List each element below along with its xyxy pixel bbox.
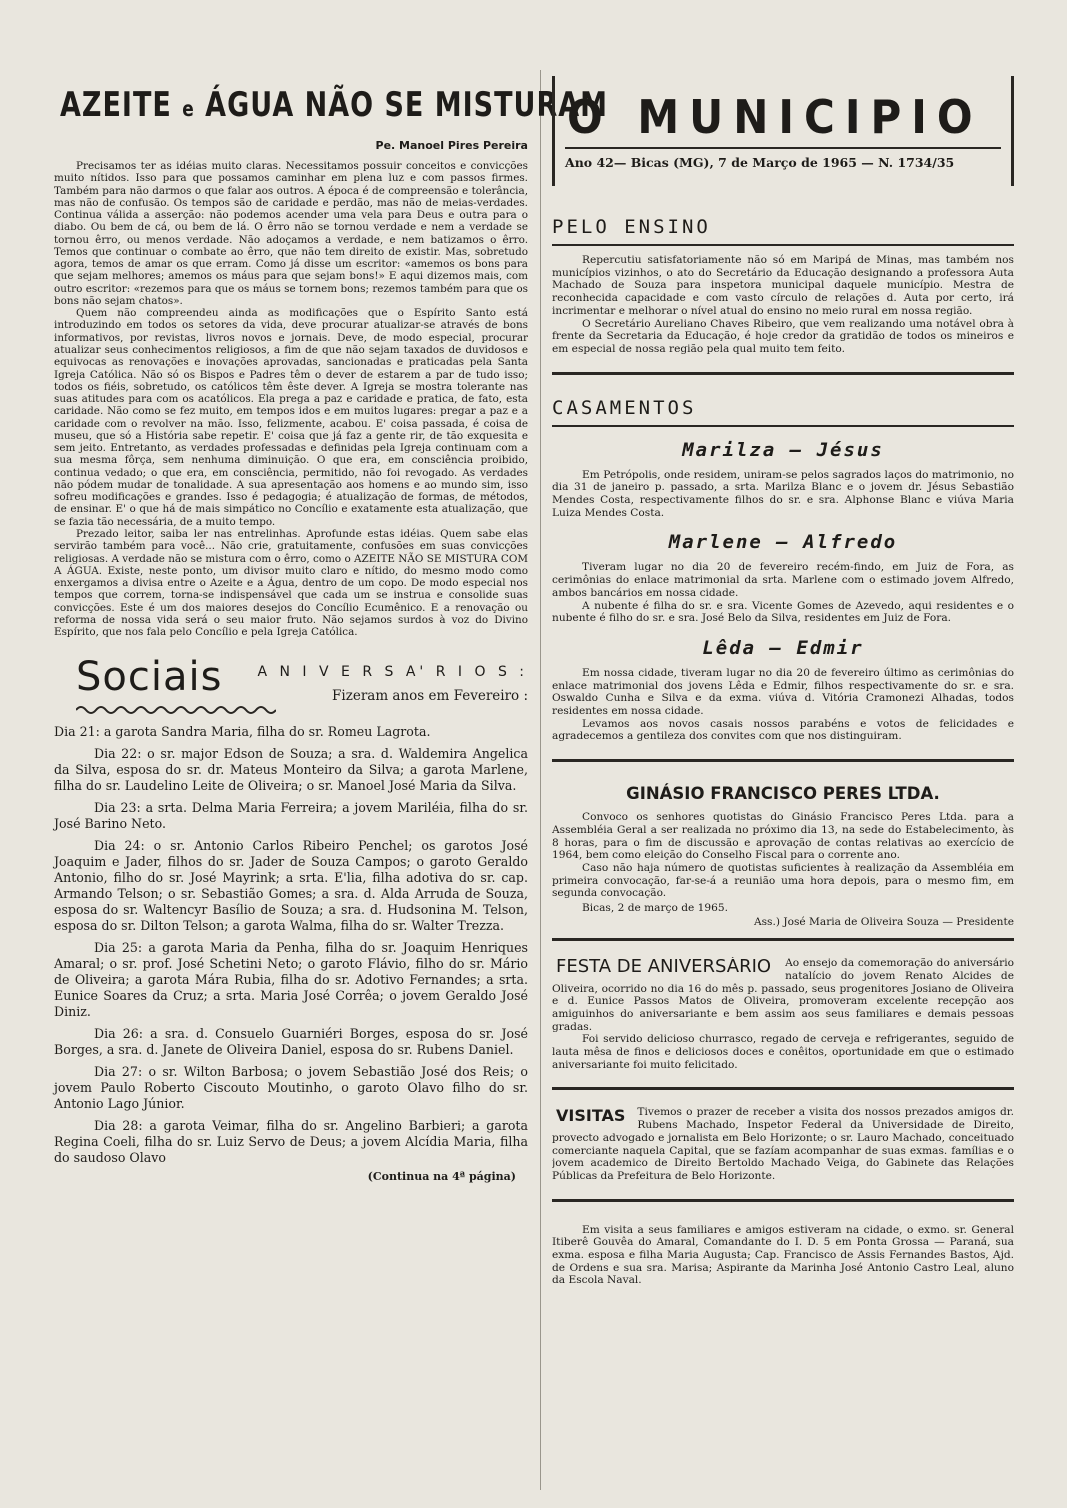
article-headline [60, 86, 609, 125]
paragraph: O Secretário Aureliano Chaves Ribeiro, que vem realizando uma notável obra à frente da Secretaria da Educação, é hoje credor da gratidão de todos os mineiros e em especial de nossa região pela qual muito tem feito. [552, 317, 1014, 355]
sociais-header [54, 654, 528, 722]
festa-block [552, 957, 1014, 1071]
pelo-ensino-body [552, 254, 1014, 356]
paragraph: Em visita a seus familiares e amigos estiveram na cidade, o exmo. sr. General Itiberê Gouvêa do Amaral, Comandante do I. D. 5 em Ponta Grossa — Paraná, sua exma. esposa e filha Maria Augusta; Cap. Francisco de Assis Fernandes Bastos, Ajd. de Ordens e sua sra. Marisa; Aspirante da Marinha José Antonio Castro Leal, aluno da Escola Naval. [552, 1223, 1014, 1287]
aniversario-entry: Dia 24: o sr. Antonio Carlos Ribeiro Penchel; os garotos José Joaquim e Jader, filhos do sr. Jader de Souza Campos; o garoto Geraldo Antonio, filho do sr. José Mayrink; a srta. E'lia, filha adotiva do sr. cap. Armando Telson; o sr. Sebastião Gomes; a sra. d. Alda Arruda de Souza, esposa do sr. Waltencyr Basílio de Souza; a sra. d. Hudsonina M. Telson, esposa do sr. Dilton Telson; a garota Walma, filha do sr. Walter Trezza. [54, 838, 528, 934]
couple-names: Lêda — Edmir [702, 636, 864, 659]
article-byline: Pe. Manoel Pires Pereira [375, 139, 528, 152]
paragraph: Em Petrópolis, onde residem, uniram-se pelos sagrados laços do matrimonio, no dia 31 de janeiro p. passado, a srta. Marilza Blanc e o jovem dr. Jésus Sebastião Mendes Costa, respectivamente filhos do sr. e sra. Alphonse Blanc e viúva Maria Luiza Mendes Costa. [552, 468, 1014, 519]
article-paragraph: Precisamos ter as idéias muito claras. Necessitamos possuir conceitos e convicções muito nítidos. Isso para que possamos caminhar em plena luz e com passos firmes. Também para não darmos o que falar aos outros. A época é de compreensão e tolerância, mas não de confusão. Os tempos são de caridade e perdão, mas não de meias-verdades. Continua válida a asserção: não podemos acender uma vela para Deus e outra para o diabo. Ou bem de cá, ou bem de lá. O êrro não se tornou verdade e nem a verdade se tornou êrro, ou menos verdade. Não adoçamos a verdade, e nem batizamos o êrro. Temos que continuar o combate ao êrro, que não tem direito de existir. Mas, sobretudo agora, temos de amar os que erram. Como já disse um escritor: «amemos os bons para que sejam melhores; amemos os máus para que sejam bons!» E aqui dizemos mais, com outro escritor: «rezemos para que os máus se tornem bons; rezemos também para que os bons não sejam chatos». [54, 160, 528, 307]
festa-title: FESTA DE ANIVERSÁRIO [556, 957, 772, 978]
festa-body [552, 957, 1014, 1071]
issue-line: Ano 42— Bicas (MG), 7 de Março de 1965 — N. 1734/35 [565, 155, 955, 170]
aniversarios-list [54, 724, 528, 1166]
masthead-rule [565, 147, 1001, 149]
right-column [552, 76, 1014, 1287]
article-body [54, 160, 528, 638]
column-divider [540, 70, 541, 1490]
aniversario-entry: Dia 21: a garota Sandra Maria, filha do sr. Romeu Lagrota. [54, 724, 431, 740]
couple-body [552, 667, 1014, 743]
couple-body [552, 469, 1014, 520]
aniversario-entry: Dia 25: a garota Maria da Penha, filha do sr. Joaquim Henriques Amaral; o sr. prof. José Schetini Neto; o garoto Flávio, filho do sr. Mário de Oliveira; a garota Mára Rubia, filha do sr. Adotivo Fernandes; a srta. Eunice Soares da Cruz; a srta. Maria José Corrêa; o jovem Geraldo José Diniz. [54, 940, 528, 1020]
visitas-block [552, 1106, 1014, 1182]
paragraph: Convoco os senhores quotistas do Ginásio Francisco Peres Ltda. para a Assembléia Geral a ser realizada no próximo dia 13, na sede do Estabelecimento, às 8 horas, para o fim de discussão e aprovação de contas relativas ao exercício de 1964, bem como eleição do Conselho Fiscal para o corrente ano. [552, 811, 1014, 862]
article-paragraph: Quem não compreendeu ainda as modificações que o Espírito Santo está introduzindo em todos os setores da vida, deve procurar atualizar-se através de bons informativos, por revistas, livros novos e jornais. Deve, de modo especial, procurar atualizar seus conhecimentos religiosos, a fim de que não sejam taxados de duvidosos e equivocas as renovações e inovações aprovadas, sancionadas e praticadas pela Santa Igreja Católica. Não só os Bispos e Padres têm o dever de estarem a par de tudo isso; todos os fiéis, sobretudo, os católicos têm êste dever. A Igreja se mostra tolerante nas suas atitudes para com os acatólicos. Ela prega a paz e caridade e pratica, de fato, esta caridade. Não como se fez muito, em tempos idos e em muitos lugares: pregar a paz e a caridade com o revolver na mão. Isso, felizmente, acabou. E' coisa passada, é coisa de museu, que só a História sabe repetir. E' coisa que já faz a gente rir, de tão exquesita e sem jeito. Entretanto, as verdades professadas e definidas pela Igreja continuam com a sua mesma fôrça, sem nenhuma diminuição. O que era, em consciência proibido, continua vedado; o que era, em consciência, permitido, não foi revogado. As verdades não pódem mudar de tonalidade. A sua apresentação aos homens e ao mundo sim, isso sofreu modificações e grandes. Isso é pedagogia; é atualização de formas, de métodos, de ensinar. E' o que há de mais simpático no Concílio e exatamente esta atualização, que se fazia tão necessária, de a muito tempo. [54, 307, 528, 528]
paragraph: Repercutiu satisfatoriamente não só em Maripá de Minas, mas também nos municípios vizinhos, o ato do Secretário da Educação designando a professora Auta Machado de Souza para inspetora municipal daquele município. Mestra de reconhecida capacidade e com vasto círculo de relações d. Auta por certo, irá incrimentar e melhorar o nível atual do ensino no meio rural em nossa região. [552, 254, 1014, 317]
pelo-ensino-title: PELO ENSINO [552, 216, 711, 238]
visitas-title: VISITAS [556, 1106, 626, 1126]
section-rule [552, 1087, 1014, 1090]
sociais-title: Sociais [76, 654, 223, 701]
section-rule [552, 244, 1014, 246]
article-paragraph: Prezado leitor, saiba ler nas entrelinhas. Aprofunde estas idéias. Quem sabe elas servirão também para você... Não crie, gratuitamente, confusões em suas convicções religiosas. A verdade não se mistura com o êrro, como o AZEITE NÃO SE MISTURA COM A ÁGUA. Existe, neste ponto, um divisor muito claro e nítido, do mesmo modo como enxergamos a divisa entre o Azeite e a Água, dentro de um copo. De modo especial nos tempos que correm, torna-se indispensável que cada um se instrua e consolide suas convicções. Este é um dos maiores desejos do Concílio Ecumênico. E a renovação ou reforma de nossa vida será o seu maior fruto. Não sejamos surdos à voz do Divino Espírito, que nos fala pelo Concílio e pela Igreja Católica. [54, 527, 528, 639]
paragraph: Caso não haja número de quotistas suficientes à realização da Assembléia em primeira convocação, far-se-á a reunião uma hora depois, para o mesmo fim, em segunda convocação. [552, 861, 1014, 900]
section-rule [552, 425, 1014, 427]
paragraph: Foi servido delicioso churrasco, regado de cerveja e refrigerantes, seguido de lauta mêsa de finos e deliciosos doces e conêitos, oportunidade em que o estimado aniversariante foi muito felicitado. [552, 1033, 1014, 1071]
wave-ornament-icon [76, 704, 276, 716]
continued-note: (Continua na 4ª página) [367, 1169, 516, 1183]
paragraph: A nubente é filha do sr. e sra. Vicente Gomes de Azevedo, aqui residentes e o nubente é filho do sr. e sra. José Belo da Silva, residentes em Juiz de Fora. [552, 599, 1014, 625]
ginasio-signature: Ass.) José Maria de Oliveira Souza — Presidente [753, 916, 1014, 929]
couple-body [552, 561, 1014, 625]
aniversario-entry: Dia 22: o sr. major Edson de Souza; a sra. d. Waldemira Angelica da Silva, esposa do sr. dr. Mateus Monteiro da Silva; a garota Marlene, filha do sr. Laudelino Leite de Oliveira; o sr. Manoel José Maria da Silva. [54, 746, 528, 794]
aniversario-entry: Dia 28: a garota Veimar, filha do sr. Angelino Barbieri; a garota Regina Coeli, filha do sr. Luiz Servo de Deus; a jovem Alcídia Maria, filha do saudoso Olavo [54, 1118, 528, 1165]
masthead-box [552, 76, 1014, 186]
headline-join: e [182, 97, 195, 123]
aniversario-entry: Dia 26: a sra. d. Consuelo Guarniéri Borges, esposa do sr. José Borges, a sra. d. Janete de Oliveira Daniel, esposa do sr. Rubens Daniel. [54, 1026, 528, 1058]
aniversario-entry: Dia 27: o sr. Wilton Barbosa; o jovem Sebastião José dos Reis; o jovem Paulo Roberto Ciscouto Moutinho, o garoto Olavo filho do sr. Antonio Lago Júnior. [54, 1064, 528, 1112]
aniversarios-subtitle: Fizeram anos em Fevereiro : [332, 688, 528, 705]
paragraph: Levamos aos novos casais nossos parabéns e votos de felicidades e agradecemos a gentileza dos convites com que nos distinguiram. [552, 717, 1014, 743]
paragraph: Ao ensejo da comemoração do aniversário natalício do jovem Renato Alcides de Oliveira, ocorrido no dia 16 do mês p. passado, seus progenitores Josiano de Oliveira e d. Eunice Passos Matos de Oliveira, promoveram excelente recepção aos amiguinhos do aniversariante e bem assim aos seus familiares e demais pessoas gradas. [552, 957, 1014, 1033]
ginasio-title: GINÁSIO FRANCISCO PERES LTDA. [626, 784, 940, 804]
aniversarios-title: A N I V E R S A' R I O S : [257, 664, 528, 681]
couple-names: Marlene — Alfredo [668, 531, 898, 554]
couple-names: Marilza — Jésus [682, 438, 884, 461]
aniversario-entry: Dia 23: a srta. Delma Maria Ferreira; a jovem Mariléia, filha do sr. José Barino Neto. [54, 800, 528, 832]
paragraph: Tivemos o prazer de receber a visita dos nossos prezados amigos dr. Rubens Machado, Inspetor Federal da Universidade de Direito, provecto advogado e jornalista em Belo Horizonte; o sr. Lauro Machado, conceituado comerciante naquela Capital, que se fazíam acompanhar de suas exmas. famílias e o jovem academico de Direito Bertoldo Machado Veiga, do Gabinete das Relações Públicas da Prefeitura de Belo Horizonte. [552, 1106, 1014, 1182]
section-rule [552, 372, 1014, 375]
masthead-title: O MUNICIPIO [567, 90, 983, 144]
visitas-extra [552, 1224, 1014, 1288]
ginasio-body [552, 811, 1014, 900]
ginasio-date: Bicas, 2 de março de 1965. [582, 902, 728, 915]
casamentos-title: CASAMENTOS [552, 396, 697, 419]
section-rule [552, 759, 1014, 762]
headline-rest: ÁGUA NÃO SE MISTURAM [205, 86, 609, 125]
paragraph: Em nossa cidade, tiveram lugar no dia 20 de fevereiro último as cerimônias do enlace matrimonial dos jovens Lêda e Edmir, filhos respectivamente do sr. e sra. Oswaldo Cunha e Silva e da exma. viúva d. Vitória Cramonezi Alhadas, todos residentes em nossa cidade. [552, 666, 1014, 718]
headline-main: AZEITE [60, 86, 172, 125]
visitas-body [552, 1106, 1014, 1182]
section-rule [552, 1199, 1014, 1202]
section-rule [552, 938, 1014, 941]
paragraph: Tiveram lugar no dia 20 de fevereiro recém-findo, em Juiz de Fora, as cerimônias do enlace matrimonial da srta. Marlene com o estimado jovem Alfredo, ambos bancários em nossa cidade. [552, 561, 1014, 599]
